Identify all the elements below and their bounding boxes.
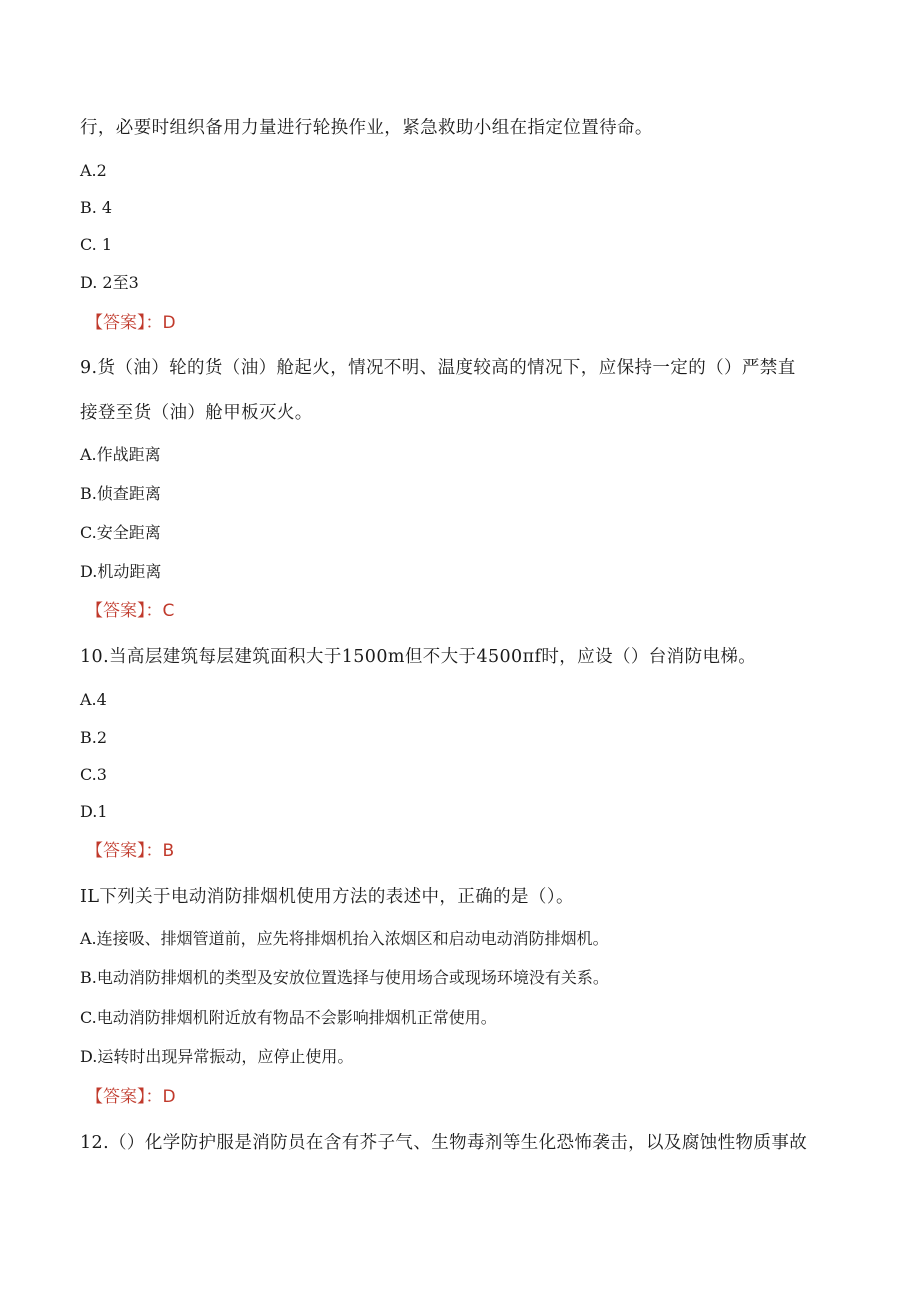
q10-answer: 【答案】：B <box>86 841 175 861</box>
q11-answer: 【答案】：D <box>86 1087 176 1107</box>
q10-stem: 10.当高层建筑每层建筑面积大于1500m但不大于4500πf时，应设（）台消防电梯。 <box>80 647 757 667</box>
q10-option-b: B.2 <box>80 728 108 747</box>
q8-option-c: C. 1 <box>80 235 113 254</box>
q9-stem-line1: 9.货（油）轮的货（油）舱起火，情况不明、温度较高的情况下，应保持一定的（）严禁直 <box>80 358 796 378</box>
q9-option-a: A.作战距离 <box>80 445 161 464</box>
q10-option-c: C.3 <box>80 765 107 784</box>
q11-stem: IL下列关于电动消防排烟机使用方法的表述中，正确的是（）。 <box>80 887 574 907</box>
q8-option-d: D. 2至3 <box>80 273 139 292</box>
q10-option-d: D.1 <box>80 802 108 821</box>
q11-option-b: B.电动消防排烟机的类型及安放位置选择与使用场合或现场环境没有关系。 <box>80 968 609 987</box>
q11-option-d: D.运转时出现异常振动，应停止使用。 <box>80 1047 354 1066</box>
q9-option-b: B.侦查距离 <box>80 484 161 503</box>
q9-option-c: C.安全距离 <box>80 523 161 542</box>
q10-option-a: A.4 <box>80 690 107 709</box>
q9-option-d: D.机动距离 <box>80 562 162 581</box>
q11-option-c: C.电动消防排烟机附近放有物品不会影响排烟机正常使用。 <box>80 1008 497 1027</box>
q9-stem-line2: 接登至货（油）舱甲板灭火。 <box>80 403 313 423</box>
q11-option-a: A.连接吸、排烟管道前，应先将排烟机抬入浓烟区和启动电动消防排烟机。 <box>80 929 609 948</box>
q8-stem-continuation: 行，必要时组织备用力量进行轮换作业，紧急救助小组在指定位置待命。 <box>80 118 653 138</box>
q8-option-a: A.2 <box>80 161 107 180</box>
q12-stem: 12.（）化学防护服是消防员在含有芥子气、生物毒剂等生化恐怖袭击，以及腐蚀性物质事故 <box>80 1133 808 1153</box>
q8-option-b: B. 4 <box>80 198 113 217</box>
q8-answer: 【答案】：D <box>86 313 176 333</box>
q9-answer: 【答案】：C <box>86 601 175 621</box>
